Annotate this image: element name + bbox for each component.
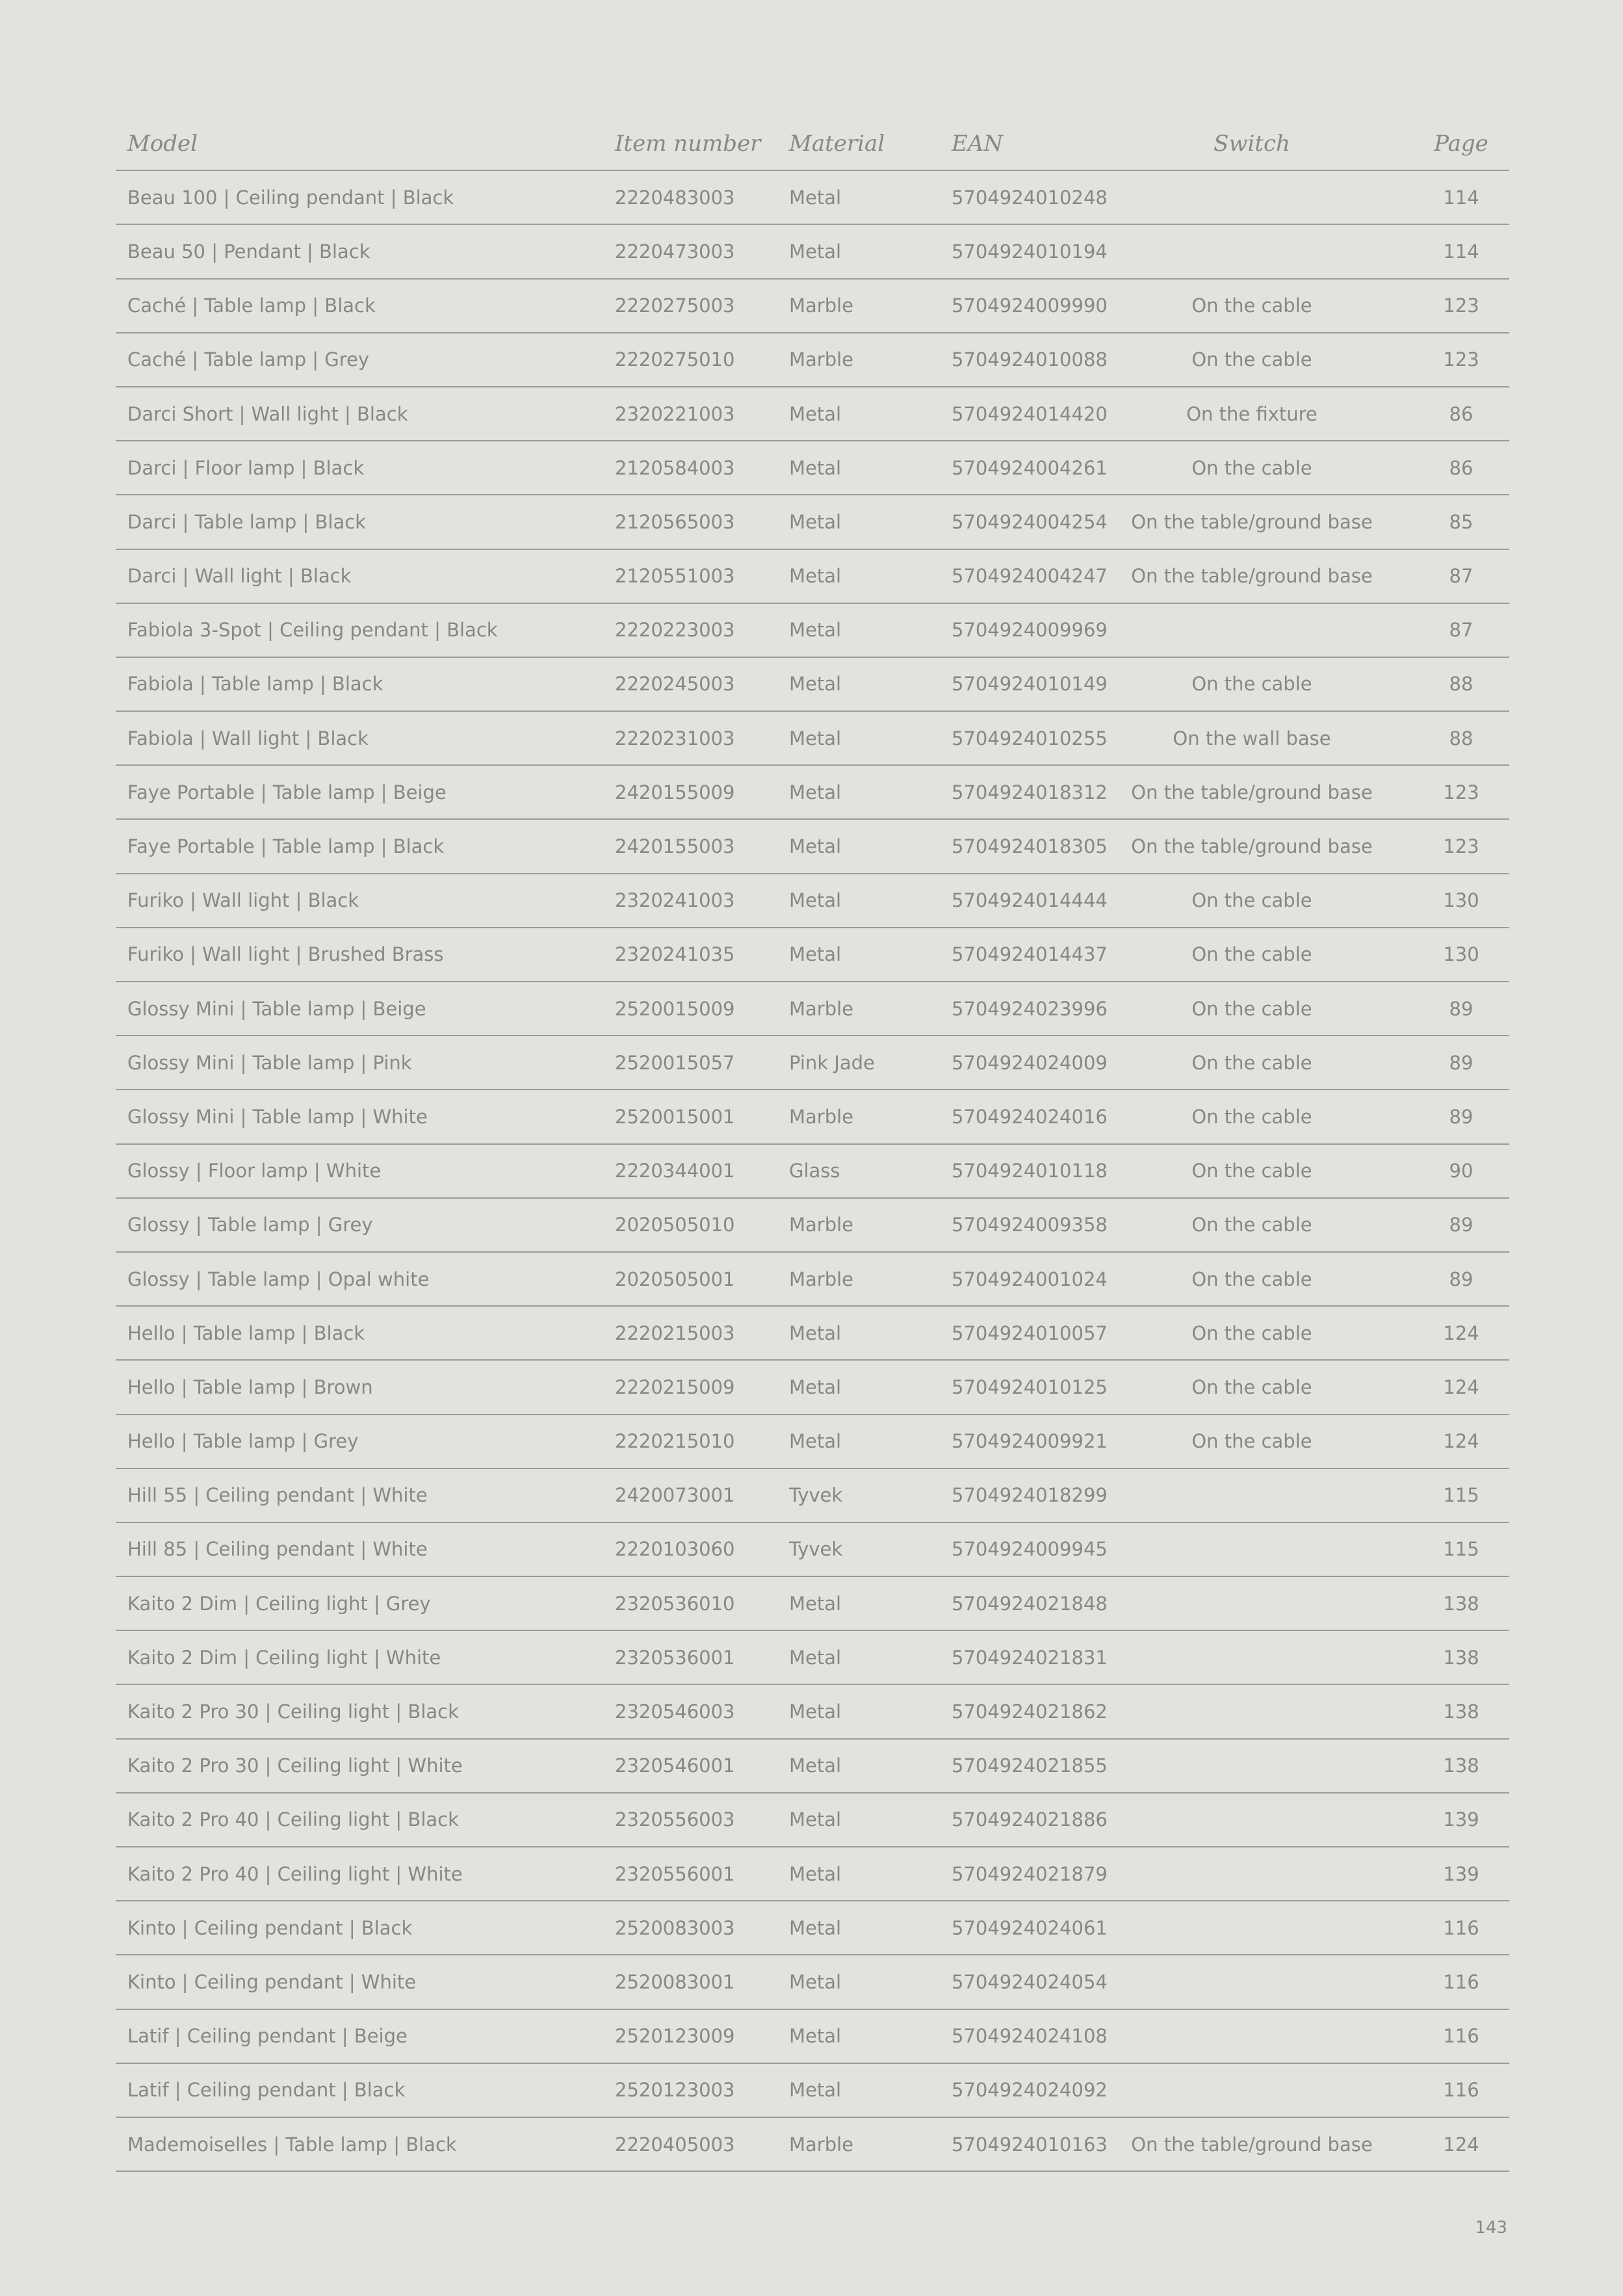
cell-model: Caché | Table lamp | Grey [127, 348, 370, 371]
cell-model: Furiko | Wall light | Black [127, 889, 359, 912]
cell-page: 123 [1443, 835, 1479, 858]
cell-switch: On the cable [1191, 997, 1312, 1020]
header-ean: EAN [952, 130, 1004, 157]
cell-switch [1122, 1631, 1382, 1684]
table-row [116, 1090, 1509, 1144]
cell-ean: 5704924024092 [952, 2079, 1108, 2102]
cell-ean: 5704924010125 [952, 1376, 1108, 1398]
page-number: 143 [1475, 2218, 1507, 2237]
header-material: Material [789, 130, 885, 157]
table-row [116, 1901, 1509, 1955]
cell-material: Metal [789, 402, 842, 425]
table-header [116, 117, 1509, 171]
cell-item-number: 2520083001 [615, 1970, 735, 1993]
cell-page: 115 [1443, 1538, 1479, 1561]
cell-item-number: 2120584003 [615, 456, 735, 479]
cell-item-number: 2120565003 [615, 510, 735, 533]
cell-material: Tyvek [789, 1538, 843, 1561]
cell-switch: On the fixture [1186, 402, 1318, 425]
product-table [116, 117, 1509, 2172]
cell-item-number: 2220405003 [615, 2133, 735, 2156]
header-switch: Switch [1214, 130, 1290, 157]
table-row [116, 1847, 1509, 1901]
cell-model: Hello | Table lamp | Brown [127, 1376, 373, 1398]
cell-model: Glossy Mini | Table lamp | White [127, 1105, 428, 1128]
table-row [116, 1469, 1509, 1523]
cell-item-number: 2220473003 [615, 240, 735, 263]
cell-switch [1122, 171, 1382, 224]
table-row [116, 2118, 1509, 2172]
cell-ean: 5704924024108 [952, 2025, 1108, 2048]
cell-model: Darci | Table lamp | Black [127, 510, 366, 533]
cell-page: 138 [1443, 1592, 1479, 1615]
cell-model: Darci | Floor lamp | Black [127, 456, 365, 479]
cell-page: 90 [1449, 1160, 1474, 1182]
table-row [116, 1036, 1509, 1090]
cell-page: 138 [1443, 1701, 1479, 1723]
cell-page: 116 [1443, 2025, 1479, 2048]
cell-material: Tyvek [789, 1484, 843, 1507]
cell-item-number: 2520015009 [615, 997, 735, 1020]
cell-ean: 5704924009945 [952, 1538, 1108, 1561]
cell-item-number: 2320556001 [615, 1862, 735, 1885]
cell-item-number: 2020505001 [615, 1268, 735, 1290]
cell-item-number: 2320241003 [615, 889, 735, 912]
cell-switch: On the table/ground base [1131, 835, 1373, 858]
cell-ean: 5704924014420 [952, 402, 1108, 425]
cell-model: Fabiola 3-Spot | Ceiling pendant | Black [127, 619, 498, 642]
cell-switch [1122, 1523, 1382, 1576]
cell-ean: 5704924021862 [952, 1701, 1108, 1723]
cell-model: Hill 85 | Ceiling pendant | White [127, 1538, 428, 1561]
cell-model: Faye Portable | Table lamp | Beige [127, 781, 447, 803]
cell-switch: On the cable [1191, 1105, 1312, 1128]
table-row [116, 387, 1509, 441]
cell-model: Hill 55 | Ceiling pendant | White [127, 1484, 428, 1507]
cell-material: Metal [789, 727, 842, 750]
cell-model: Glossy | Table lamp | Opal white [127, 1268, 430, 1290]
table-body [116, 171, 1509, 2172]
header-page: Page [1434, 130, 1488, 157]
cell-ean: 5704924010255 [952, 727, 1108, 750]
cell-item-number: 2220245003 [615, 673, 735, 696]
table-row [116, 333, 1509, 387]
cell-switch: On the cable [1191, 456, 1312, 479]
cell-model: Kinto | Ceiling pendant | White [127, 1970, 417, 1993]
table-row [116, 225, 1509, 279]
cell-switch [1122, 1794, 1382, 1846]
cell-page: 115 [1443, 1484, 1479, 1507]
cell-page: 114 [1443, 186, 1479, 209]
cell-switch: On the cable [1191, 1160, 1312, 1182]
cell-page: 89 [1449, 1051, 1474, 1074]
cell-item-number: 2320221003 [615, 402, 735, 425]
cell-model: Kaito 2 Pro 40 | Ceiling light | White [127, 1862, 463, 1885]
cell-switch: On the cable [1191, 294, 1312, 317]
cell-material: Metal [789, 1808, 842, 1831]
cell-model: Furiko | Wall light | Brushed Brass [127, 943, 444, 966]
cell-page: 89 [1449, 1268, 1474, 1290]
cell-material: Metal [789, 619, 842, 642]
cell-item-number: 2220215010 [615, 1430, 735, 1453]
table-row [116, 604, 1509, 658]
cell-item-number: 2520015001 [615, 1105, 735, 1128]
cell-ean: 5704924014437 [952, 943, 1108, 966]
cell-item-number: 2220275003 [615, 294, 735, 317]
cell-switch [1122, 225, 1382, 278]
cell-page: 124 [1443, 1376, 1479, 1398]
cell-ean: 5704924004254 [952, 510, 1108, 533]
cell-ean: 5704924018305 [952, 835, 1108, 858]
cell-item-number: 2320241035 [615, 943, 735, 966]
cell-page: 116 [1443, 1970, 1479, 1993]
table-row [116, 2010, 1509, 2064]
cell-page: 123 [1443, 348, 1479, 371]
cell-switch [1122, 1469, 1382, 1522]
cell-model: Beau 100 | Ceiling pendant | Black [127, 186, 454, 209]
cell-material: Metal [789, 835, 842, 858]
cell-model: Kaito 2 Pro 30 | Ceiling light | White [127, 1755, 463, 1777]
cell-ean: 5704924009358 [952, 1214, 1108, 1236]
cell-ean: 5704924004261 [952, 456, 1108, 479]
cell-item-number: 2320546001 [615, 1755, 735, 1777]
cell-material: Metal [789, 510, 842, 533]
cell-page: 123 [1443, 294, 1479, 317]
cell-switch [1122, 2064, 1382, 2117]
cell-item-number: 2520123003 [615, 2079, 735, 2102]
cell-page: 89 [1449, 1214, 1474, 1236]
cell-material: Metal [789, 456, 842, 479]
cell-ean: 5704924024054 [952, 1970, 1108, 1993]
cell-ean: 5704924021886 [952, 1808, 1108, 1831]
cell-ean: 5704924009921 [952, 1430, 1108, 1453]
cell-ean: 5704924004247 [952, 565, 1108, 588]
cell-item-number: 2120551003 [615, 565, 735, 588]
cell-page: 116 [1443, 1916, 1479, 1939]
table-row [116, 1955, 1509, 2009]
cell-ean: 5704924021879 [952, 1862, 1108, 1885]
cell-item-number: 2220344001 [615, 1160, 735, 1182]
cell-material: Metal [789, 2025, 842, 2048]
cell-switch: On the cable [1191, 1376, 1312, 1398]
cell-switch [1122, 1740, 1382, 1792]
cell-model: Darci Short | Wall light | Black [127, 402, 408, 425]
header-item-number: Item number [615, 130, 761, 157]
table-row [116, 495, 1509, 549]
cell-page: 124 [1443, 2133, 1479, 2156]
cell-ean: 5704924023996 [952, 997, 1108, 1020]
table-row [116, 928, 1509, 982]
cell-item-number: 2420155009 [615, 781, 735, 803]
cell-material: Metal [789, 781, 842, 803]
table-row [116, 712, 1509, 766]
table-row [116, 658, 1509, 712]
cell-material: Marble [789, 1268, 854, 1290]
cell-model: Hello | Table lamp | Grey [127, 1430, 359, 1453]
table-row [116, 1685, 1509, 1739]
cell-material: Pink Jade [789, 1051, 875, 1074]
cell-page: 88 [1449, 727, 1474, 750]
cell-ean: 5704924010163 [952, 2133, 1108, 2156]
table-row [116, 766, 1509, 820]
cell-material: Metal [789, 1970, 842, 1993]
cell-page: 87 [1449, 565, 1474, 588]
cell-switch: On the cable [1191, 1268, 1312, 1290]
cell-ean: 5704924024009 [952, 1051, 1108, 1074]
cell-material: Metal [789, 2079, 842, 2102]
cell-material: Marble [789, 348, 854, 371]
table-row [116, 820, 1509, 874]
cell-ean: 5704924021855 [952, 1755, 1108, 1777]
cell-page: 138 [1443, 1646, 1479, 1669]
cell-model: Kaito 2 Pro 40 | Ceiling light | Black [127, 1808, 459, 1831]
cell-material: Metal [789, 186, 842, 209]
cell-material: Marble [789, 997, 854, 1020]
cell-item-number: 2220223003 [615, 619, 735, 642]
cell-ean: 5704924010057 [952, 1322, 1108, 1344]
cell-item-number: 2520015057 [615, 1051, 735, 1074]
cell-page: 114 [1443, 240, 1479, 263]
cell-ean: 5704924010088 [952, 348, 1108, 371]
cell-material: Glass [789, 1160, 840, 1182]
cell-material: Metal [789, 565, 842, 588]
cell-model: Glossy | Table lamp | Grey [127, 1214, 373, 1236]
cell-model: Glossy | Floor lamp | White [127, 1160, 382, 1182]
cell-page: 116 [1443, 2079, 1479, 2102]
cell-page: 88 [1449, 673, 1474, 696]
table-row [116, 1577, 1509, 1631]
cell-switch: On the cable [1191, 1051, 1312, 1074]
cell-material: Metal [789, 889, 842, 912]
cell-model: Glossy Mini | Table lamp | Pink [127, 1051, 412, 1074]
cell-ean: 5704924018312 [952, 781, 1108, 803]
cell-material: Metal [789, 1430, 842, 1453]
cell-switch [1122, 2010, 1382, 2063]
table-row [116, 280, 1509, 333]
table-row [116, 1740, 1509, 1794]
cell-material: Metal [789, 1376, 842, 1398]
cell-model: Glossy Mini | Table lamp | Beige [127, 997, 426, 1020]
cell-switch: On the cable [1191, 673, 1312, 696]
cell-item-number: 2320536001 [615, 1646, 735, 1669]
cell-item-number: 2320556003 [615, 1808, 735, 1831]
cell-page: 89 [1449, 1105, 1474, 1128]
cell-switch: On the cable [1191, 348, 1312, 371]
cell-ean: 5704924021831 [952, 1646, 1108, 1669]
cell-ean: 5704924018299 [952, 1484, 1108, 1507]
table-row [116, 1361, 1509, 1415]
cell-material: Metal [789, 1862, 842, 1885]
cell-ean: 5704924014444 [952, 889, 1108, 912]
cell-page: 87 [1449, 619, 1474, 642]
cell-ean: 5704924010118 [952, 1160, 1108, 1182]
cell-page: 123 [1443, 781, 1479, 803]
table-row [116, 1253, 1509, 1307]
cell-material: Marble [789, 1214, 854, 1236]
cell-model: Caché | Table lamp | Black [127, 294, 376, 317]
cell-model: Kaito 2 Dim | Ceiling light | White [127, 1646, 441, 1669]
cell-model: Darci | Wall light | Black [127, 565, 352, 588]
table-row [116, 1307, 1509, 1361]
table-row [116, 1145, 1509, 1199]
cell-page: 124 [1443, 1322, 1479, 1344]
cell-model: Fabiola | Table lamp | Black [127, 673, 383, 696]
cell-page: 124 [1443, 1430, 1479, 1453]
table-row [116, 441, 1509, 495]
cell-item-number: 2020505010 [615, 1214, 735, 1236]
cell-material: Metal [789, 943, 842, 966]
cell-switch [1122, 1685, 1382, 1738]
cell-item-number: 2420073001 [615, 1484, 735, 1507]
cell-material: Metal [789, 1755, 842, 1777]
cell-switch [1122, 1901, 1382, 1954]
cell-material: Metal [789, 240, 842, 263]
cell-item-number: 2320546003 [615, 1701, 735, 1723]
cell-material: Metal [789, 1322, 842, 1344]
cell-switch: On the table/ground base [1131, 565, 1373, 588]
table-row [116, 874, 1509, 928]
cell-item-number: 2320536010 [615, 1592, 735, 1615]
table-row [116, 2064, 1509, 2118]
cell-switch: On the cable [1191, 1322, 1312, 1344]
cell-model: Kinto | Ceiling pendant | Black [127, 1916, 413, 1939]
cell-ean: 5704924010194 [952, 240, 1108, 263]
cell-item-number: 2220483003 [615, 186, 735, 209]
cell-ean: 5704924010248 [952, 186, 1108, 209]
cell-model: Beau 50 | Pendant | Black [127, 240, 370, 263]
table-row [116, 1631, 1509, 1685]
cell-model: Kaito 2 Dim | Ceiling light | Grey [127, 1592, 431, 1615]
cell-ean: 5704924021848 [952, 1592, 1108, 1615]
cell-page: 139 [1443, 1808, 1479, 1831]
cell-material: Metal [789, 1646, 842, 1669]
cell-switch [1122, 1847, 1382, 1900]
table-row [116, 1199, 1509, 1253]
cell-ean: 5704924024016 [952, 1105, 1108, 1128]
table-row [116, 1523, 1509, 1577]
cell-material: Metal [789, 673, 842, 696]
cell-material: Metal [789, 1592, 842, 1615]
cell-item-number: 2220275010 [615, 348, 735, 371]
cell-page: 139 [1443, 1862, 1479, 1885]
table-row [116, 550, 1509, 604]
cell-switch: On the cable [1191, 889, 1312, 912]
table-row [116, 982, 1509, 1036]
cell-item-number: 2220215009 [615, 1376, 735, 1398]
cell-page: 138 [1443, 1755, 1479, 1777]
table-row [116, 171, 1509, 225]
cell-ean: 5704924001024 [952, 1268, 1108, 1290]
cell-switch [1122, 1955, 1382, 2008]
cell-page: 130 [1443, 889, 1479, 912]
cell-ean: 5704924010149 [952, 673, 1108, 696]
cell-item-number: 2220215003 [615, 1322, 735, 1344]
cell-model: Kaito 2 Pro 30 | Ceiling light | Black [127, 1701, 459, 1723]
cell-model: Hello | Table lamp | Black [127, 1322, 365, 1344]
cell-material: Marble [789, 2133, 854, 2156]
cell-page: 85 [1449, 510, 1474, 533]
cell-switch: On the table/ground base [1131, 2133, 1373, 2156]
cell-page: 86 [1449, 402, 1474, 425]
cell-switch [1122, 604, 1382, 657]
cell-page: 89 [1449, 997, 1474, 1020]
cell-item-number: 2220231003 [615, 727, 735, 750]
cell-switch [1122, 1577, 1382, 1630]
cell-material: Marble [789, 294, 854, 317]
cell-material: Metal [789, 1916, 842, 1939]
cell-model: Fabiola | Wall light | Black [127, 727, 369, 750]
cell-ean: 5704924009990 [952, 294, 1108, 317]
table-row [116, 1794, 1509, 1847]
cell-item-number: 2520083003 [615, 1916, 735, 1939]
cell-ean: 5704924009969 [952, 619, 1108, 642]
cell-switch: On the cable [1191, 1214, 1312, 1236]
cell-switch: On the wall base [1173, 727, 1331, 750]
cell-model: Latif | Ceiling pendant | Beige [127, 2025, 408, 2048]
cell-switch: On the cable [1191, 1430, 1312, 1453]
cell-model: Latif | Ceiling pendant | Black [127, 2079, 406, 2102]
table-row [116, 1415, 1509, 1469]
cell-switch: On the table/ground base [1131, 510, 1373, 533]
cell-ean: 5704924024061 [952, 1916, 1108, 1939]
cell-switch: On the cable [1191, 943, 1312, 966]
cell-material: Marble [789, 1105, 854, 1128]
cell-page: 130 [1443, 943, 1479, 966]
cell-model: Faye Portable | Table lamp | Black [127, 835, 445, 858]
header-model: Model [127, 130, 198, 157]
cell-model: Mademoiselles | Table lamp | Black [127, 2133, 457, 2156]
cell-item-number: 2220103060 [615, 1538, 735, 1561]
cell-page: 86 [1449, 456, 1474, 479]
cell-item-number: 2520123009 [615, 2025, 735, 2048]
cell-switch: On the table/ground base [1131, 781, 1373, 803]
cell-material: Metal [789, 1701, 842, 1723]
cell-item-number: 2420155003 [615, 835, 735, 858]
